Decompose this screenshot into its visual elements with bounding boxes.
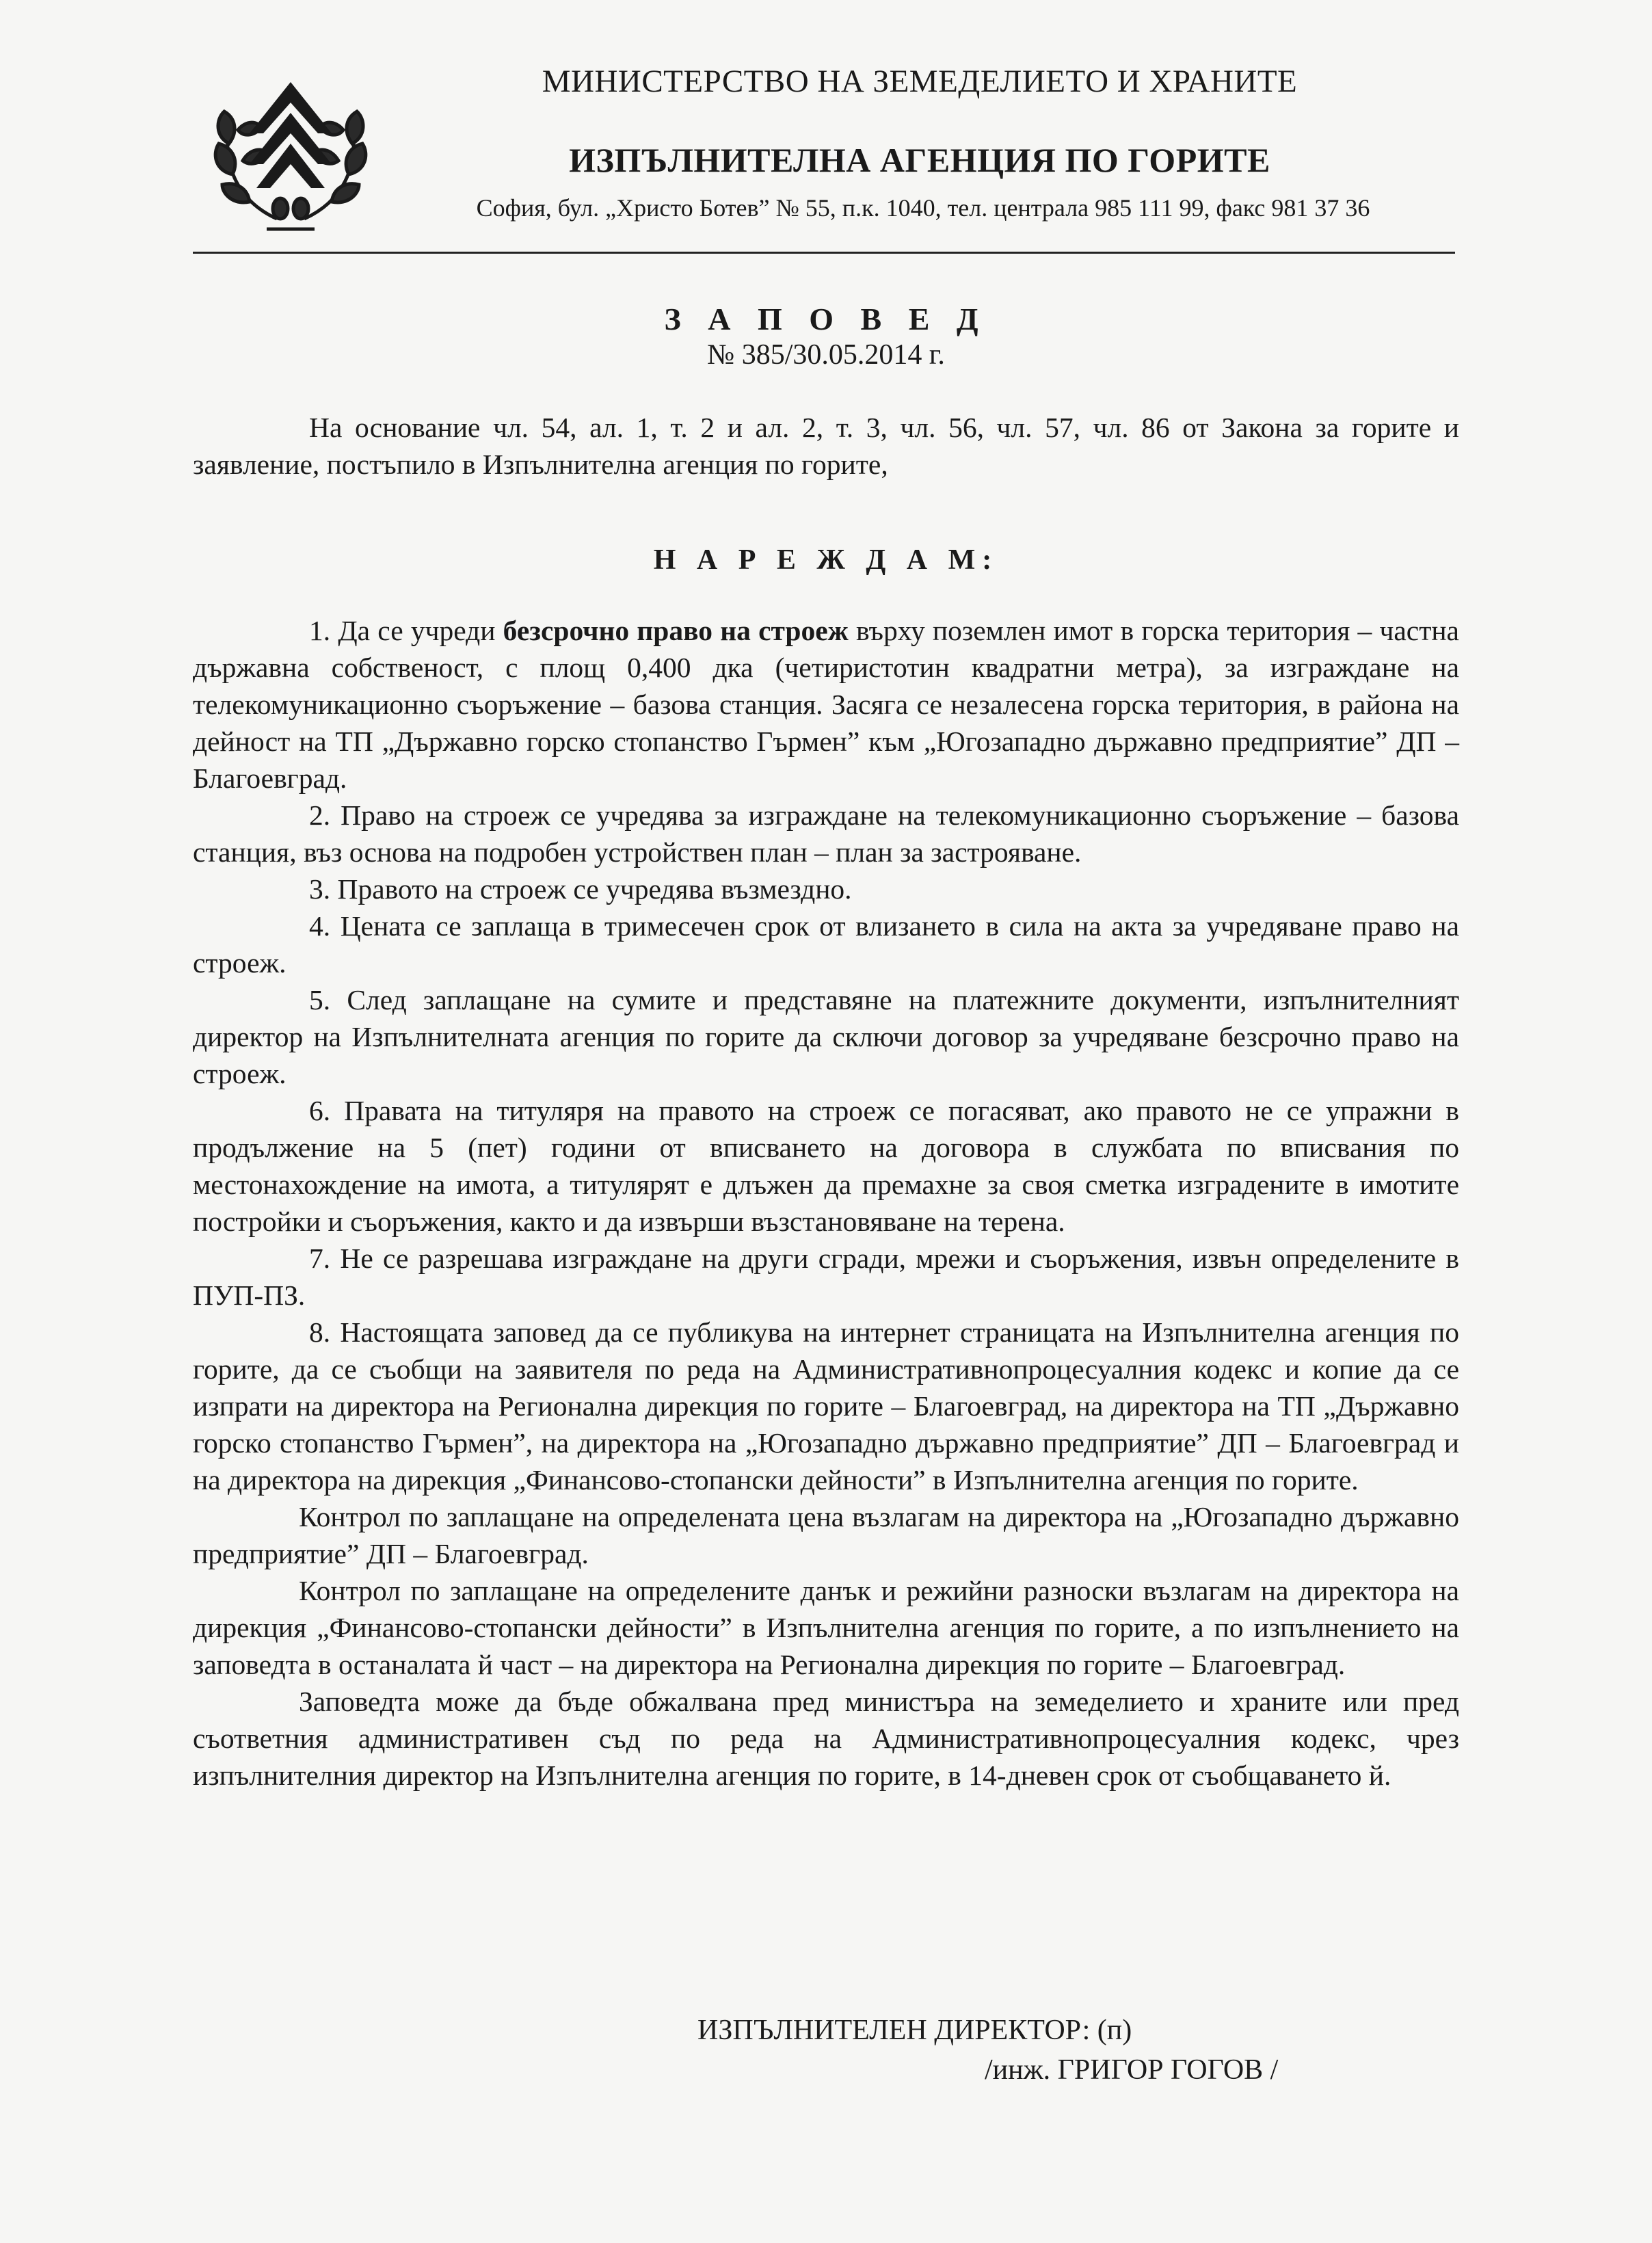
item-5: 5. След заплащане на сумите и представяне на платежните документи, изпълнителният директор на Изпълнителната агенция по горите да сключи договор за учредяване безсрочно право на строеж. — [193, 984, 1459, 1089]
control-price: Контрол по заплащане на определената цена възлагам на директора на „Югозападно държавно предприятие” ДП – Благоевград. — [193, 1501, 1459, 1569]
header-divider — [193, 252, 1455, 254]
item-1 — [193, 612, 1459, 797]
appeal-text: Заповедта може да бъде обжалвана пред министъра на земеделието и храните или пред съответния административен съд по реда на Административнопроцесуалния кодекс, чрез изпълнителния директор на Изпълнителна агенция по горите, в 14-дневен срок от съобщаването й. — [193, 1686, 1459, 1791]
order-title: З А П О В Е Д — [664, 302, 988, 336]
control-tax: Контрол по заплащане на определените данък и режийни разноски възлагам на директора на дирекция „Финансово-стопански дейности” в Изпълнителна агенция по горите, а по изпълнението на заповедта в останалата й част – на директора на Регионална дирекция по горите – Благоевград. — [193, 1575, 1459, 1680]
item-3: 3. Правото на строеж се учредява възмездно. — [309, 873, 852, 905]
item-1-bold: безсрочно право на строеж — [503, 615, 849, 646]
order-items — [193, 612, 1459, 1794]
item-7: 7. Не се разрешава изграждане на други сгради, мрежи и съоръжения, извън определените в ПУП-ПЗ. — [193, 1243, 1459, 1311]
agency-name: ИЗПЪЛНИТЕЛНА АГЕНЦИЯ ПО ГОРИТЕ — [569, 141, 1270, 179]
signature-name: /инж. ГРИГОР ГОГОВ / — [985, 2054, 1279, 2086]
ministry-name: МИНИСТЕРСТВО НА ЗЕМЕДЕЛИЕТО И ХРАНИТЕ — [542, 64, 1298, 99]
preamble-text: На основание чл. 54, ал. 1, т. 2 и ал. 2, т. 3, чл. 56, чл. 57, чл. 86 от Закона за горите и заявление, постъпило в Изпълнителна агенция по горите, — [193, 412, 1459, 480]
item-1-rest: върху поземлен имот в горска територия – частна държавна собственост, с площ 0,400 дка (четиристотин квадратни метра), за изграждане на телекомуникационно съоръжение – базова станция. Засяга се незалесена горска територия, в района на дейност на ТП „Държавно горско стопанство Гърмен” към „Югозападно държавно предприятие” ДП – Благоевград. — [193, 615, 1459, 794]
item-8: 8. Настоящата заповед да се публикува на интернет страницата на Изпълнителна агенция по горите, да се съобщи на заявителя по реда на Административнопроцесуалния кодекс и копие да се изпрати на директора на Регионална дирекция по горите – Благоевград, на директора на ТП „Държавно горско стопанство Гърмен”, на директора на „Югозападно държавно предприятие” ДП – Благоевград и на директора на дирекция „Финансово-стопански дейности” в Изпълнителна агенция по горите. — [193, 1316, 1459, 1496]
item-1-start: 1. Да се учреди — [309, 615, 503, 646]
signature-title: ИЗПЪЛНИТЕЛЕН ДИРЕКТОР: (п) — [697, 2015, 1132, 2046]
item-2: 2. Право на строеж се учредява за изграждане на телекомуникационно съоръжение – базова станция, въз основа на подробен устройствен план – план за застрояване. — [193, 799, 1459, 868]
agency-address: София, бул. „Христо Ботев” № 55, п.к. 1040, тел. централа 985 111 99, факс 981 37 36 — [476, 194, 1370, 222]
item-4: 4. Цената се заплаща в тримесечен срок от влизането в сила на акта за учредяване право на строеж. — [193, 910, 1459, 979]
preamble-section — [193, 409, 1459, 483]
ordering-heading: Н А Р Е Ж Д А М: — [653, 544, 999, 576]
item-6: 6. Правата на титуляря на правото на строеж се погасяват, ако правото не се упражни в продължение на 5 (пет) години от вписването на договора в службата по вписвания по местонахождение на имота, а титулярят е длъжен да премахне за своя сметка изградените в имотите постройки и съоръжения, както и да извърши възстановяване на терена. — [193, 1095, 1459, 1237]
order-number: № 385/30.05.2014 г. — [707, 339, 945, 371]
